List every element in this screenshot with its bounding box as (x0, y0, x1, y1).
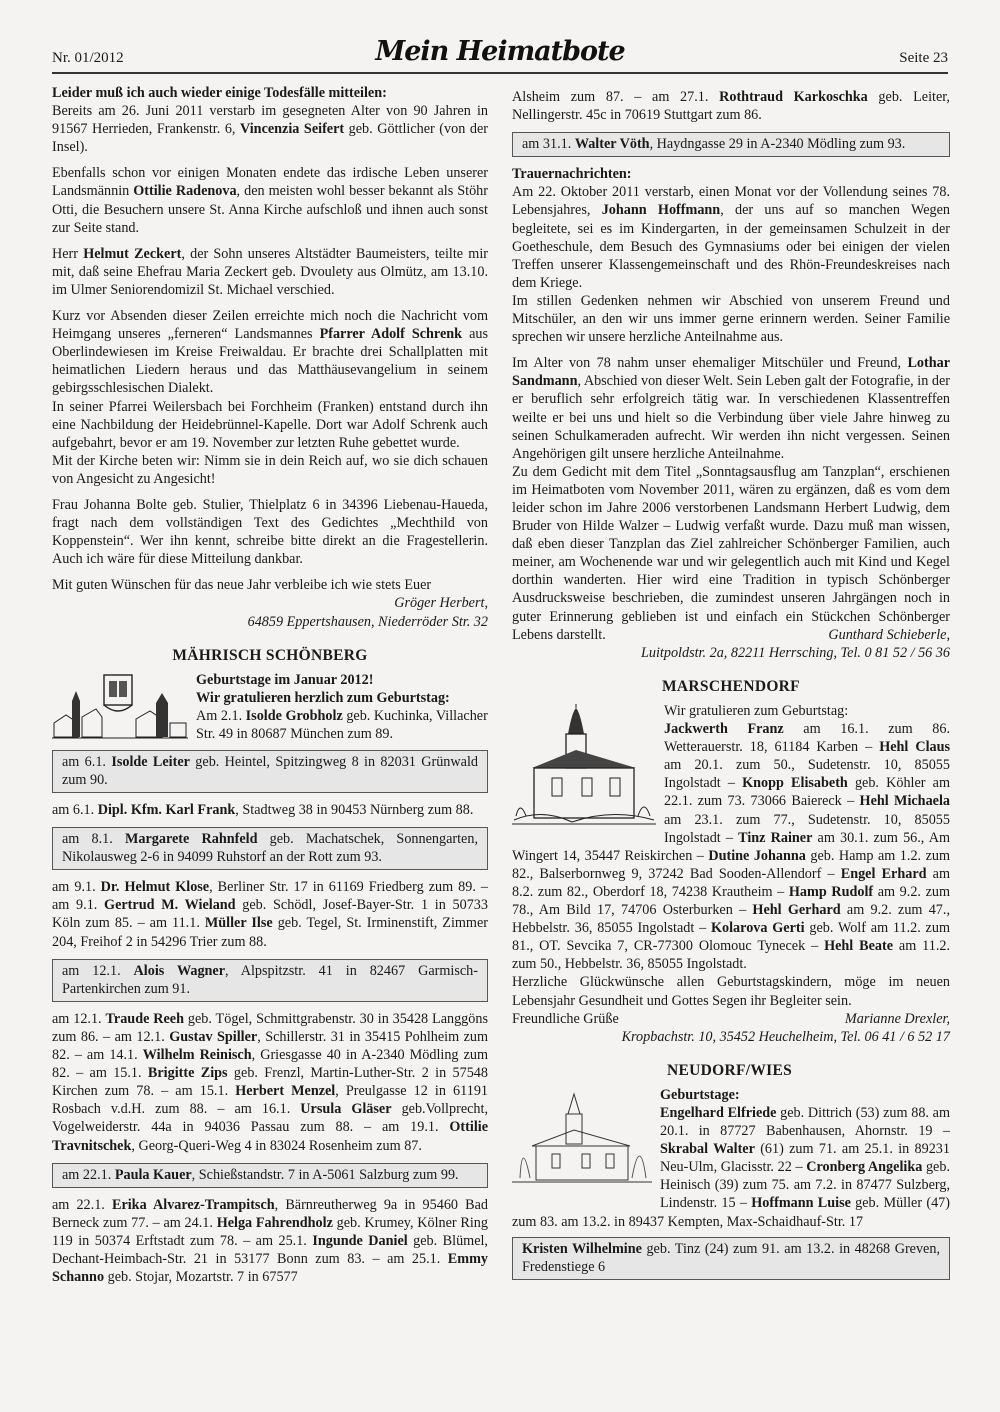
name: Herbert Menzel (235, 1083, 336, 1100)
text: , Haydngasse 29 in A-2340 Mödling zum 93. (649, 136, 906, 153)
text: Zu dem Gedicht mit dem Titel „Sonntagsausflug am Tanzplan“, erschienen im Heimatboten vom November 2011, wären zu ergänzen, daß es vom dem leider schon im Jahre 2006 verstorbenen Landsmann Herbert Ludwig, dem Bruder von Hilde Walzer – Ludwig verfaßt wurde. Dazu muß man wissen, daß eben dieser Tanzplan das Ziel zahlreicher Schönberger Familien, auch meiner, am Wochenende war und wir gelegentlich auch mit Kind und Kegel dorthin wanderten. Hier wird eine Tradition in typisch Schönberger Ausdrucksweise beschrieben, die zumindest unseren Jahrgängen noch in guter Erinnerung geblieben ist und einfach ein Stückchen Schönberger Lebens darstellt. (512, 463, 950, 643)
text: , der Sohn unseres Altstädter Baumeisters, teilte mir mit, daß seine Ehefrau Maria Zeckert geb. Dvoulety aus Olmütz, am 13.10. im Ulmer Seniorendomizil St. Michael verschied. (52, 245, 488, 298)
text: am 12.1. (52, 1010, 106, 1027)
name: Engel Erhard (840, 865, 927, 882)
name: Ursula Gläser (300, 1101, 392, 1118)
text: Alsheim zum 87. – am 27.1. (512, 89, 720, 105)
mourning-paragraph-2 (512, 354, 950, 644)
highlight-box-rahnfeld (52, 827, 488, 870)
text: aus Oberlindewiesen im Kreise Freiwaldau. Er brachte drei Schallplatten mit heimatlichen Liedern heraus und das Matthäusevangelium in seinem gebirgsschlesischen Dialekt. (52, 326, 488, 397)
deaths-paragraph-3 (52, 245, 488, 299)
text: am 16.1. zum 86. Wetterauerstr. 18, 61184 Karben – (664, 721, 950, 756)
signature-schieberle-name: Gunthard Schieberle, (828, 626, 950, 643)
text: geb. Köhler am 22.1. zum 73. 73066 Baiereck – (664, 775, 950, 810)
text: Herzliche Glückwünsche allen Geburtstagskindern, möge im neuen Lebensjahr Gesundheit und Gottes Segen ihr Begleiter sein. (512, 974, 950, 1009)
page-number: Seite 23 (899, 50, 948, 66)
name: Tinz Rainer (738, 829, 813, 846)
text: geb. Heintel, Spitzingweg 8 in 82031 Grünwald zum 90. (62, 753, 478, 788)
entry-klose-group (52, 878, 488, 950)
left-column (52, 84, 488, 1294)
text: In seiner Pfarrei Weilersbach bei Forchheim (Franken) entstand durch ihn eine Nachbildung der Heidebrünnel-Kapelle. Dort war Adolf Schrenk auch aufgebahrt, bevor er am 19. November zur letzten Ruhe gebettet wurde. (52, 398, 488, 451)
masthead-blackletter-icon (375, 30, 625, 70)
text: , Schillerstr. 31 in 35415 Pohlheim zum 82. – am 14.1. (52, 1028, 488, 1064)
name: Isolde Grobholz (245, 707, 343, 724)
text: am 9.2. zum 47., Hebbelstr. 36, 85055 Ingolstadt – (512, 902, 950, 937)
text: am 31.1. (522, 136, 575, 153)
name: Brigitte Zips (147, 1065, 228, 1082)
text: , Stadtweg 38 in 90453 Nürnberg zum 88. (235, 802, 474, 818)
text: geb. Frenzl, Martin-Luther-Str. 2 in 57548 Kirchen zum 78. – am 15.1. (52, 1065, 488, 1100)
name: Müller Ilse (204, 915, 273, 932)
text: (61) zum 71. am 25.1. in 89231 Neu-Ulm, Glacisstr. 22 – (660, 1141, 950, 1176)
birthday-heading-1: Geburtstage im Januar 2012! (196, 671, 374, 688)
text: am 8.1. (62, 831, 125, 848)
name: Kolarova Gerti (710, 920, 805, 937)
text: geb. Göttlicher (von der Insel). (52, 121, 488, 156)
text: Im stillen Gedenken nehmen wir Abschied von unserem Freund und Mitschüler, an den wir uns immer gerne erinnern werden. Seiner Familie sprechen wir unsere herzliche Anteilnahme aus. (512, 292, 950, 346)
text: geb. Tögel, Schmittgrabenstr. 30 in 35428 Langgöns zum 86. – am 12.1. (52, 1010, 488, 1045)
text: am 9.2. zum 78., Am Bild 17, 74706 Osterburken – (512, 883, 951, 919)
text: geb. Blümel, Dechant-Heimbach-Str. 21 in 53177 Bonn zum 83. – am 25.1. (52, 1232, 488, 1267)
text: am 6.1. (62, 753, 112, 770)
deaths-paragraph-1 (52, 84, 488, 156)
text: am 20.1. zum 50., Sudetenstr. 10, 85055 Ingolstadt – (664, 757, 950, 792)
text: am 30.1. zum 56., Am Wingert 14, 35447 Reiskirchen – (512, 829, 950, 864)
svg-text:Mein Heimatbote: Mein Heimatbote (375, 36, 625, 67)
name: Alois Wagner (133, 962, 226, 979)
name: Emmy Schanno (52, 1250, 488, 1286)
section-title-neudorf-wies: NEUDORF/WIES (667, 1061, 793, 1079)
highlight-box-voeth (512, 132, 950, 157)
name: Erika Alvarez-Trampitsch (111, 1196, 275, 1213)
name: Pfarrer Adolf Schrenk (319, 326, 463, 343)
text: Mit der Kirche beten wir: Nimm sie in dein Reich auf, wo sie dich schauen von Angesicht zu Angesicht! (52, 452, 488, 487)
name: Walter Vöth (574, 136, 650, 153)
signature-schieberle-address: Luitpoldstr. 2a, 82211 Herrsching, Tel. 0 81 52 / 56 36 (641, 644, 950, 661)
name: Hehl Claus (879, 739, 951, 756)
signature-address: 64859 Eppertshausen, Niederröder Str. 32 (247, 613, 488, 630)
deaths-heading: Leider muß ich auch wieder einige Todesfälle mitteilen: (52, 85, 387, 101)
entry-reeh-group (52, 1010, 488, 1155)
text: Kurz vor Absenden dieser Zeilen erreichte mich noch die Nachricht vom Heimgang unseres „ferneren“ Landsmannes (52, 308, 488, 343)
name: Cronberg Angelika (806, 1159, 923, 1176)
highlight-box-wagner (52, 959, 488, 1002)
section-title-maehrisch-schoenberg: MÄHRISCH SCHÖNBERG (172, 646, 368, 664)
name: Margarete Rahnfeld (124, 831, 258, 848)
text: , Bärnreutherweg 9a in 95460 Bad Berneck zum 77. – am 24.1. (52, 1196, 488, 1231)
name: Jackwerth Franz (664, 721, 784, 738)
text: geb. Heinisch (39) zum 75. am 7.2. in 87477 Sulzberg, Lindenstr. 15 – (660, 1159, 950, 1212)
text: geb. Wolf am 11.2. zum 81., OT. Sevcika 7, CR-77300 Olomouc Tynecek – (512, 920, 950, 955)
text: am 9.1. (52, 879, 101, 896)
name: Hehl Beate (824, 938, 894, 955)
masthead-logo (375, 30, 625, 78)
highlight-box-kristen (512, 1237, 950, 1280)
closing-paragraph (52, 576, 488, 594)
text: geb. Hamp am 1.2. zum 82., Balserbornweg 9, 37242 Bad Sooden-Allendorf – (512, 847, 950, 882)
name: Dipl. Kfm. Karl Frank (97, 802, 236, 818)
text: am 12.1. (62, 962, 134, 979)
text: , Schießstandstr. 7 in A-5061 Salzburg zum 99. (191, 1166, 459, 1183)
name: Isolde Leiter (111, 753, 190, 770)
name: Ottilie Travnitschek (52, 1119, 488, 1154)
text: am 11.2. zum 50., Hebbelstr. 36, 85055 Ingolstadt. (512, 938, 951, 973)
text: Im Alter von 78 nahm unser ehemaliger Mitschüler und Freund, (512, 355, 908, 372)
mourning-heading: Trauernachrichten: (512, 166, 632, 183)
name: Engelhard Elfriede (660, 1104, 777, 1121)
name: Dutine Johanna (708, 847, 806, 864)
name: Helmut Zeckert (83, 245, 182, 262)
entry-karkoschka (512, 88, 950, 124)
right-column (512, 84, 950, 1288)
village-church-drawing-icon (512, 1088, 652, 1193)
text: geb. Tinz (24) zum 91. am 13.2. in 48268 Greven, Fredenstiege 6 (522, 1240, 941, 1275)
birthday-heading-2: Wir gratulieren herzlich zum Geburtstag: (196, 689, 450, 706)
church-drawing-icon (512, 704, 656, 837)
name: Dr. Helmut Klose (100, 879, 210, 896)
name: Hehl Michaela (859, 793, 950, 810)
deaths-paragraph-2 (52, 164, 488, 236)
birthday-intro (52, 671, 488, 743)
name: Wilhelm Reinisch (142, 1047, 252, 1064)
text: geb. Kuchinka, Villacher Str. 49 in 80687 München zum 89. (196, 707, 488, 742)
name: Hehl Gerhard (752, 902, 841, 919)
text: , Alpspitzstr. 41 in 82467 Garmisch-Partenkirchen zum 91. (62, 962, 478, 997)
deaths-paragraph-4 (52, 307, 488, 488)
closing-text: Mit guten Wünschen für das neue Jahr verbleibe ich wie stets Euer (52, 577, 432, 594)
section-title-marschendorf: MARSCHENDORF (662, 677, 800, 695)
text: geb. Dittrich (53) zum 88. am 20.1. in 87727 Babenhausen, Ahornstr. 19 – (660, 1104, 950, 1140)
marschendorf-list (512, 702, 950, 1010)
text: Am 2.1. (196, 707, 246, 724)
signature-drexler-name: Marianne Drexler, (844, 1010, 950, 1027)
text: geb. Leiter, Nellingerstr. 45c in 70619 Stuttgart zum 86. (512, 89, 950, 124)
name: Ingunde Daniel (312, 1232, 408, 1249)
text: geb. Machatschek, Sonnengarten, Nikolausweg 2-6 in 94099 Ruhstorf an der Rott zum 93. (62, 831, 478, 866)
name: Lothar Sandmann (512, 355, 950, 390)
highlight-box-kauer (52, 1163, 488, 1188)
name: Traude Reeh (105, 1010, 184, 1027)
name: Skrabal Walter (660, 1141, 755, 1158)
signature-drexler-address: Kropbachstr. 10, 35452 Heuchelheim, Tel. 06 41 / 6 52 17 (621, 1028, 950, 1045)
text: Ebenfalls schon vor einigen Monaten endete das irdische Leben unserer Landsmännin (52, 165, 488, 200)
neudorf-heading: Geburtstage: (660, 1086, 740, 1103)
text: am 8.2. zum 82., Oberdorf 18, 74238 Krautheim – (512, 865, 950, 900)
text: am 23.1. zum 77., Sudetenstr. 10, 85055 Ingolstadt – (664, 811, 950, 846)
name: Kristen Wilhelmine (522, 1240, 642, 1257)
text: geb.Vollprecht, Vogelweiderstr. 44a in 94036 Passau zum 88. – am 19.1. (52, 1101, 488, 1136)
text: , Preulgasse 12 in 61191 Rosbach v.d.H. zum 88. – am 16.1. (52, 1083, 489, 1118)
name: Gustav Spiller (169, 1028, 258, 1045)
name: Gertrud M. Wieland (104, 897, 236, 914)
name: Knopp Elisabeth (742, 775, 848, 792)
text: geb. Tegel, St. Irminenstift, Zimmer 204, Freihof 2 in 54296 Trier zum 88. (52, 915, 488, 950)
text: Herr (52, 245, 84, 262)
text: Am 22. Oktober 2011 verstarb, einen Monat vor der Vollendung seines 78. Lebensjahres, (512, 184, 950, 219)
text: am 6.1. (52, 802, 98, 818)
inquiry-paragraph: Frau Johanna Bolte geb. Stulier, Thielplatz 6 in 34396 Liebenau-Haueda, fragt nach dem vollständigen Text des Gedichtes „Mechthild von Koppenstein“. Wer ihn kennt, schreibe bitte direkt an die Fragestellerin. Auch ich wäre für diese Mitteilung dankbar. (52, 496, 488, 568)
header-rule (52, 72, 948, 74)
name: Ottilie Radenova (133, 183, 237, 200)
text: Bereits am 26. Juni 2011 verstarb im gesegneten Alter von 90 Jahren in 91567 Herrieden, Frankenstr. 6, (52, 103, 488, 138)
signature-name: Gröger Herbert, (394, 595, 488, 612)
text: geb. Schödl, Josef-Bayer-Str. 1 in 50733 Köln zum 85. – am 11.1. (52, 897, 488, 932)
name: Paula Kauer (114, 1166, 192, 1183)
text: , Georg-Queri-Weg 4 in 83024 Rosenheim zum 87. (131, 1137, 422, 1154)
text: am 22.1. (52, 1196, 112, 1213)
name: Hoffmann Luise (751, 1195, 851, 1212)
text: am 22.1. (62, 1166, 115, 1183)
text: , Griesgasse 40 in A-2340 Mödling zum 82. – am 15.1. (52, 1047, 488, 1082)
name: Hamp Rudolf (788, 883, 874, 900)
text: , Abschied von dieser Welt. Sein Leben galt der Fotografie, in der er beruflich sehr erfolgreich tätig war. In verschiedenen Klassentreffen weilte er bei uns und hielt so die Verbindung über viele Jahre hinweg zu seinen Schulkameraden aufrecht. Wir werden ihn nicht vergessen. Seinen Angehörigen gilt unsere herzliche Anteilnahme. (512, 373, 950, 462)
text: , den meisten wohl besser bekannt als Stöhr Otti, die Besuchern unsere St. Anna Kirche aufschloß und ihnen auch sonst zur Seite stand. (52, 183, 488, 236)
entry-alvarez-group (52, 1196, 488, 1286)
mourning-paragraph-1 (512, 165, 950, 346)
name: Helga Fahrendholz (216, 1214, 333, 1231)
text: geb. Stojar, Mozartstr. 7 in 67577 (104, 1269, 298, 1286)
name: Rothtraud Karkoschka (719, 89, 868, 105)
marschendorf-intro: Wir gratulieren zum Geburtstag: (664, 703, 849, 719)
marschendorf-greeting-row (512, 1010, 950, 1028)
greeting: Freundliche Grüße (512, 1010, 619, 1027)
text: , Berliner Str. 17 in 61169 Friedberg zum 89. – am 9.1. (52, 879, 488, 914)
text: , der uns auf so manchen Wegen begleitete, sei es im Kindergarten, in der gemeinsamen Schulzeit in der Goetheschule, dem Besuch des Gymnasiums oder bei einigen der vielen Treffen unserer Klassengemeinschaft und des Rhön-Freundeskreises nach dem Kriege. (512, 202, 950, 291)
issue-number: Nr. 01/2012 (52, 50, 124, 66)
neudorf-list (512, 1086, 950, 1231)
town-skyline-icon (52, 673, 188, 744)
highlight-box-leiter (52, 750, 488, 793)
text: geb. Krumey, Kölner Ring 119 in 50374 Erftstadt zum 78. – am 25.1. (52, 1214, 488, 1249)
name: Vincenzia Seifert (240, 121, 345, 138)
name: Johann Hoffmann (601, 202, 721, 219)
entry-frank (52, 801, 488, 819)
text: geb. Müller (47) zum 83. am 13.2. in 89437 Kempten, Max-Schaidhauf-Str. 17 (512, 1195, 950, 1230)
